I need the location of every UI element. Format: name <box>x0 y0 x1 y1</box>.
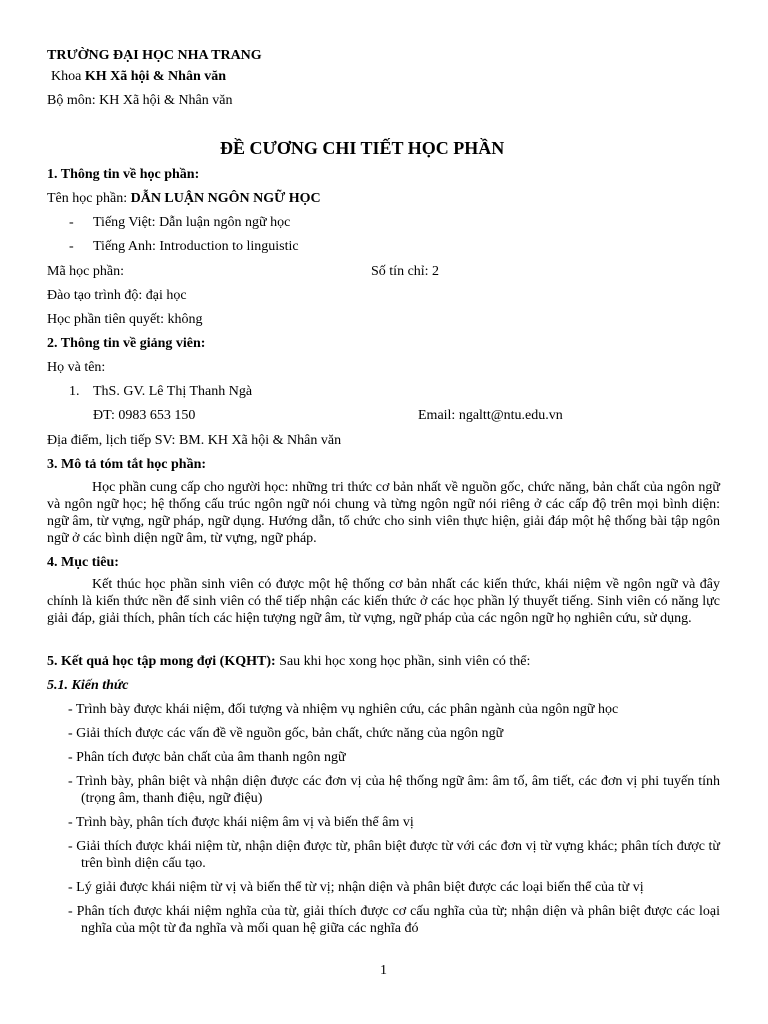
course-code: Mã học phần: <box>47 264 124 279</box>
section1-heading: 1. Thông tin về học phần: <box>47 167 200 182</box>
lecturer-name-label: Họ và tên: <box>47 360 106 375</box>
faculty-name: KH Xã hội & Nhân văn <box>84 69 227 84</box>
list-item: - Phân tích được khái niệm nghĩa của từ, giải thích được cơ cấu nghĩa của từ; nhận diện và phân biệt được các loại nghĩa của một từ đa nghĩa và mối quan hệ giữa các nghĩa đó <box>68 904 720 936</box>
section5-subheading: 5.1. Kiến thức <box>47 678 129 693</box>
list-item: - Giải thích được các vấn đề về nguồn gốc, bản chất, chức năng của ngôn ngữ <box>68 726 504 741</box>
vietnamese-name: Tiếng Việt: Dẫn luận ngôn ngữ học <box>93 215 291 230</box>
faculty-prefix: Khoa <box>51 69 85 84</box>
document-title: ĐỀ CƯƠNG CHI TIẾT HỌC PHẦN <box>220 138 505 158</box>
section3-heading: 3. Mô tả tóm tắt học phần: <box>47 457 207 472</box>
list-item: - Trình bày, phân tích được khái niệm âm vị và biến thể âm vị <box>68 815 414 830</box>
department-line: Bộ môn: KH Xã hội & Nhân văn <box>47 93 233 108</box>
objectives-text: Kết thúc học phần sinh viên có được một hệ thống cơ bản nhất các kiến thức, khái niệm về ngôn ngữ và đây chính là kiến thức nền để sinh viên có thể tiếp nhận các kiến thức ở các học phần lý thuyết tiếng. Sinh viên có năng lực giải đáp, giải thích, phân tích các hiện tượng ngữ âm, từ vựng, ngữ pháp của các ngôn ngữ họ nghiên cứu, sử dụng. <box>47 577 720 626</box>
dash-marker: - <box>69 215 74 230</box>
english-name: Tiếng Anh: Introduction to linguistic <box>93 239 299 254</box>
university-name: TRƯỜNG ĐẠI HỌC NHA TRANG <box>47 48 262 63</box>
office-location: Địa điểm, lịch tiếp SV: BM. KH Xã hội & Nhân văn <box>47 433 342 448</box>
lecturer-name: ThS. GV. Lê Thị Thanh Ngà <box>93 384 253 399</box>
list-item: - Giải thích được khái niệm từ, nhận diện được từ, phân biệt được từ với các đơn vị từ vựng khác; phân tích được từ trên bình diện cấu tạo. <box>68 839 720 871</box>
section5-heading-rest: Sau khi học xong học phần, sinh viên có thể: <box>275 654 531 669</box>
faculty-line <box>51 68 226 85</box>
section2-heading: 2. Thông tin về giảng viên: <box>47 336 206 351</box>
section4-heading: 4. Mục tiêu: <box>47 555 119 570</box>
training-level: Đào tạo trình độ: đại học <box>47 288 187 303</box>
page-number: 1 <box>380 963 387 978</box>
lecturer-email: Email: ngaltt@ntu.edu.vn <box>418 408 563 423</box>
course-name-label: Tên học phần: <box>47 191 131 206</box>
lecturer-phone: ĐT: 0983 653 150 <box>93 408 196 423</box>
course-name-value: DẪN LUẬN NGÔN NGỮ HỌC <box>130 191 321 206</box>
list-item: - Trình bày, phân biệt và nhận diện được các đơn vị của hệ thống ngữ âm: âm tố, âm tiết, các đơn vị phi tuyến tính (trọng âm, thanh điệu, ngữ điệu) <box>68 774 720 806</box>
prerequisite: Học phần tiên quyết: không <box>47 312 203 327</box>
section5-heading: 5. Kết quả học tập mong đợi (KQHT): <box>47 654 276 669</box>
dash-marker: - <box>69 239 74 254</box>
course-name-line <box>47 190 321 207</box>
section5-heading-line <box>47 653 530 670</box>
lecturer-number: 1. <box>69 384 80 399</box>
list-item: - Phân tích được bản chất của âm thanh ngôn ngữ <box>68 750 346 765</box>
list-item: - Trình bày được khái niệm, đối tượng và nhiệm vụ nghiên cứu, các phân ngành của ngôn ngữ học <box>68 702 619 717</box>
course-description: Học phần cung cấp cho người học: những tri thức cơ bản nhất về nguồn gốc, chức năng, bản chất của ngôn ngữ và ngôn ngữ học; hệ thống cấu trúc ngôn ngữ nói chung và từng ngôn ngữ nói riêng ở các cấp độ trên mọi bình diện: ngữ âm, từ vựng, ngữ pháp, ngữ dụng. Hướng dẫn, tổ chức cho sinh viên thực hiện, giải đáp một hệ thống bài tập ngôn ngữ ở các bình diện ngữ âm, từ vựng, ngữ pháp. <box>47 480 720 546</box>
list-item: - Lý giải được khái niệm từ vị và biến thể từ vị; nhận diện và phân biệt được các loại biến thể của từ vị <box>68 880 644 895</box>
credits: Số tín chỉ: 2 <box>371 264 440 279</box>
